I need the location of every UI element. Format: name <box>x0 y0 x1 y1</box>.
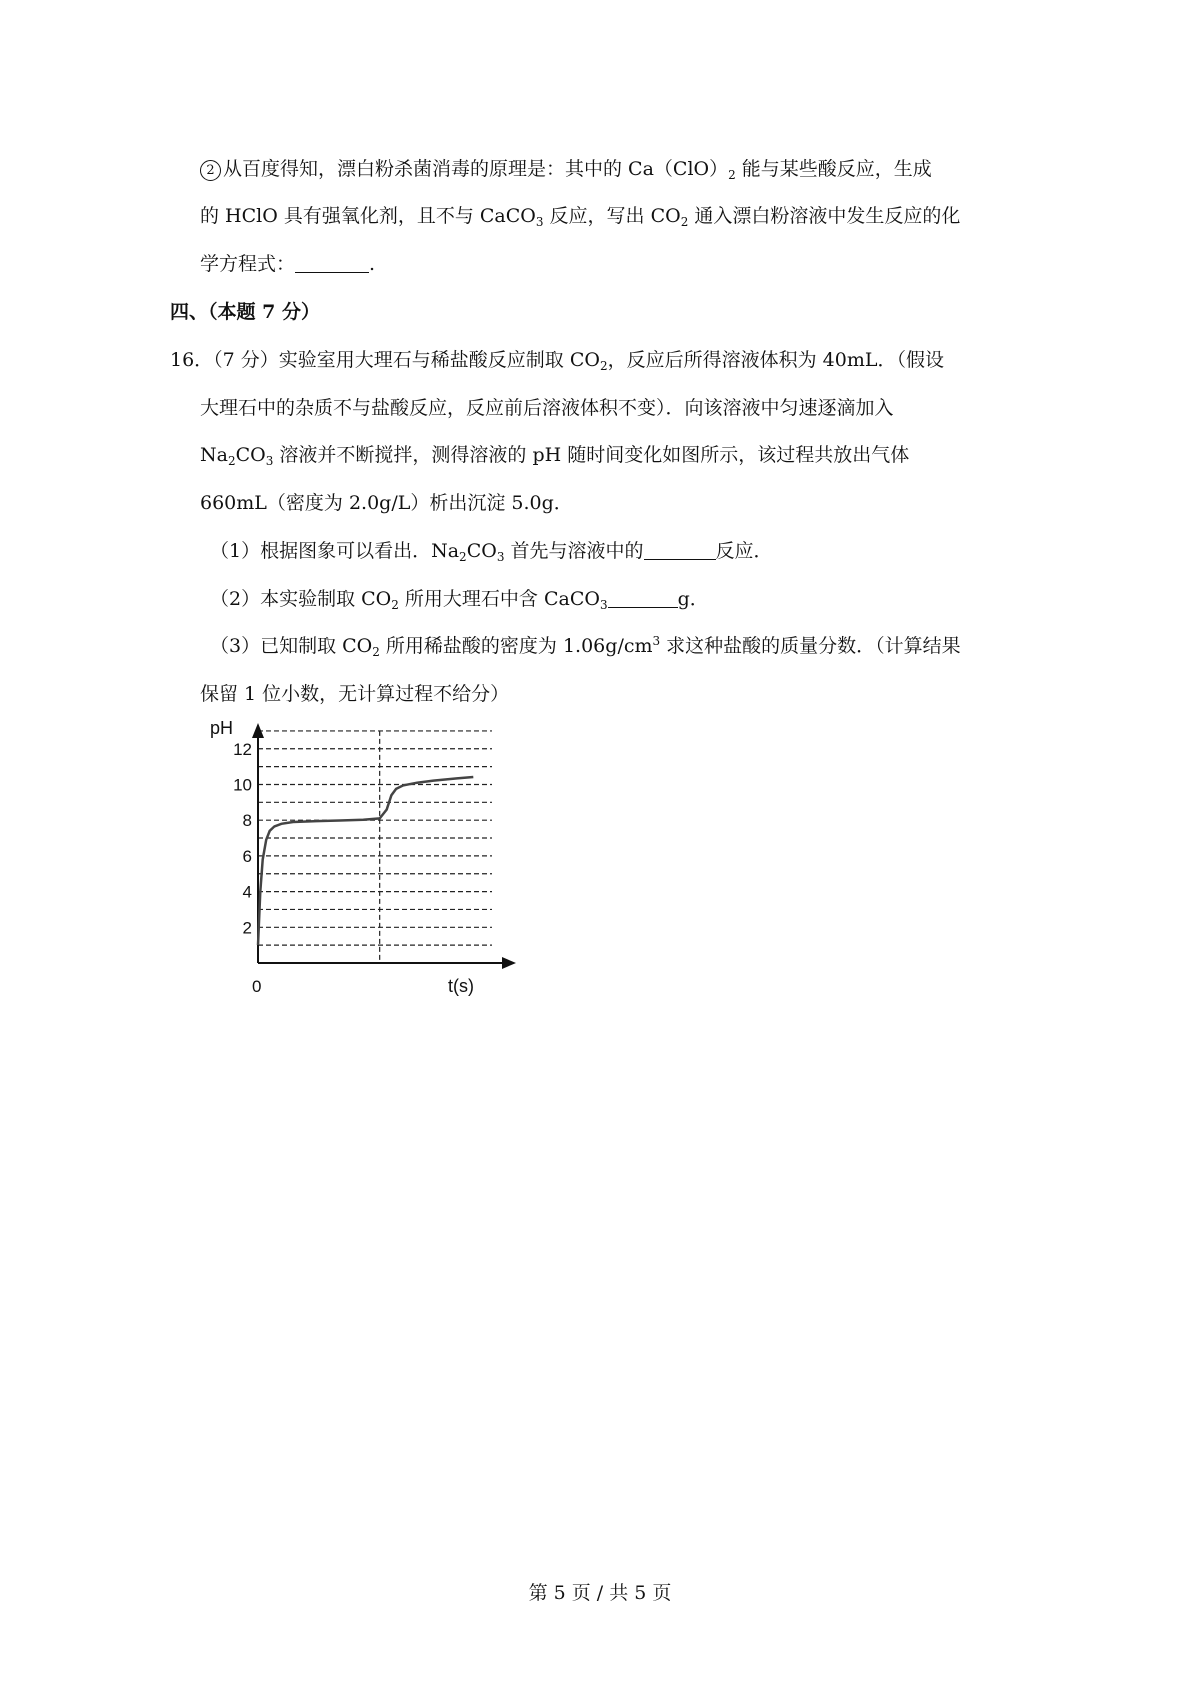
q16-subquestion-3: （3）已知制取 $CO_2$ 所用稀盐酸的密度为 $1.06g/cm^3$ 求这种盐酸的质量分数．（计算结果 <box>210 634 961 659</box>
y-tick-label: 4 <box>242 882 252 902</box>
y-tick-labels <box>233 740 252 938</box>
x-axis-label: t(s) <box>448 976 474 996</box>
y-axis-label: pH <box>210 718 234 738</box>
y-tick-label: 2 <box>242 918 252 938</box>
answer-blank <box>608 589 678 608</box>
y-tick-label: 6 <box>242 846 252 866</box>
x-axis-arrow <box>502 957 516 969</box>
q16-line4: 660mL（密度为 2.0g/L）析出沉淀 5.0g． <box>200 492 573 514</box>
q16-line1: 16．（7 分）实验室用大理石与稀盐酸反应制取 $CO_2$，反应后所得溶液体积为 40mL．（假设 <box>170 349 944 373</box>
ph-time-chart <box>200 708 530 1008</box>
q15-part2-line2: 的 HClO 具有强氧化剂，且不与 CaCO$_3$ 反应，写出 $CO_2$ 通入漂白粉溶液中发生反应的化 <box>200 205 961 229</box>
chart-gridlines <box>258 731 492 963</box>
y-tick-label: 12 <box>233 739 252 759</box>
q16-line3: $Na_2CO_3$ 溶液并不断搅拌，测得溶液的 pH 随时间变化如图所示，该过程共放出气体 <box>200 444 910 468</box>
q15-part2-line3: 学方程式： . <box>200 253 376 275</box>
q15-part2-line1: 2 从百度得知，漂白粉杀菌消毒的原理是：其中的 $Ca(ClO)_2$ 能与某些酸反应，生成 <box>200 157 932 181</box>
answer-blank <box>644 541 716 560</box>
q16-subquestion-1: （1）根据图象可以看出．$Na_2CO_3$ 首先与溶液中的 反应． <box>210 540 773 564</box>
circled-number-marker: 2 <box>200 160 221 181</box>
y-tick-label: 10 <box>233 775 252 795</box>
q16-subquestion-2: （2）本实验制取 $CO_2$ 所用大理石中含 CaCO$_3$ g． <box>210 588 709 612</box>
y-tick-label: 8 <box>242 811 252 831</box>
q16-line2: 大理石中的杂质不与盐酸反应，反应前后溶液体积不变）．向该溶液中匀速逐滴加入 <box>200 397 894 419</box>
origin-label: 0 <box>252 977 262 996</box>
section-heading: 四、（本题 7 分） <box>170 301 320 323</box>
q16-subquestion-3-cont: 保留 1 位小数，无计算过程不给分） <box>200 683 510 705</box>
answer-blank <box>295 254 369 273</box>
page-footer: 第 5 页 / 共 5 页 <box>528 1582 672 1604</box>
